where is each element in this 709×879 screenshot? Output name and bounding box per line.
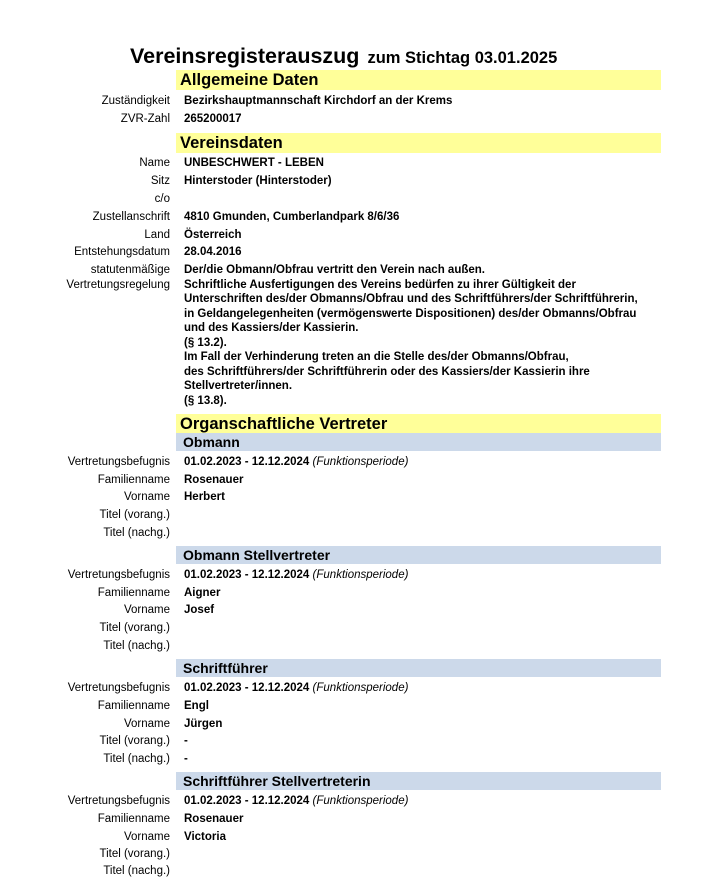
field-label: Titel (vorang.): [99, 735, 170, 747]
role-header: Schriftführer Stellvertreterin: [176, 772, 661, 790]
section-header-vereinsdaten: Vereinsdaten: [176, 133, 661, 153]
field-label: Land: [144, 229, 170, 241]
period: 01.02.2023 - 12.12.2024: [184, 456, 310, 468]
field-value: [184, 794, 408, 809]
vertretungsregelung-label: [66, 263, 170, 292]
period: 01.02.2023 - 12.12.2024: [184, 795, 310, 807]
period: 01.02.2023 - 12.12.2024: [184, 682, 310, 694]
field-value: 265200017: [184, 113, 242, 125]
field-value: Jürgen: [184, 718, 223, 730]
field-value: Victoria: [184, 831, 226, 843]
field-value: Hinterstoder (Hinterstoder): [184, 175, 332, 187]
section-header-allgemein: Allgemeine Daten: [176, 70, 661, 90]
text-line: in Geldangelegenheiten (vermögenswerte Dispositionen) des/der Obmanns/Obfrau: [184, 307, 637, 320]
field-label: Titel (nachg.): [103, 865, 170, 877]
field-value: [184, 455, 408, 470]
label-line: Vertretungsregelung: [66, 278, 170, 291]
text-line: Schriftliche Ausfertigungen des Vereins bedürfen zu ihrer Gültigkeit der: [184, 278, 576, 291]
period-suffix: (Funktionsperiode): [312, 682, 409, 694]
field-value: UNBESCHWERT - LEBEN: [184, 157, 324, 169]
field-value: Aigner: [184, 587, 221, 599]
vertretungsregelung-text: [184, 263, 664, 408]
title-date: zum Stichtag 03.01.2025: [367, 49, 558, 67]
field-label: Vorname: [123, 718, 170, 730]
field-label: Titel (nachg.): [103, 527, 170, 539]
document-title: [130, 44, 557, 69]
field-label: Titel (nachg.): [103, 753, 170, 765]
period-suffix: (Funktionsperiode): [312, 456, 409, 468]
field-value: [184, 681, 408, 696]
field-label: Familienname: [97, 474, 170, 486]
field-value: Rosenauer: [184, 813, 244, 825]
text-line: des Schriftführers/der Schriftführerin oder des Kassiers/der Kassierin ihre: [184, 365, 590, 378]
field-label: Familienname: [97, 700, 170, 712]
field-value: Österreich: [184, 229, 242, 241]
field-label: Familienname: [97, 813, 170, 825]
period: 01.02.2023 - 12.12.2024: [184, 569, 310, 581]
field-value: Bezirkshauptmannschaft Kirchdorf an der Krems: [184, 95, 453, 107]
field-label: Vertretungsbefugnis: [67, 569, 170, 581]
period-suffix: (Funktionsperiode): [312, 569, 409, 581]
field-label: ZVR-Zahl: [120, 113, 170, 125]
field-label: c/o: [154, 193, 170, 205]
text-line: Im Fall der Verhinderung treten an die Stelle des/der Obmanns/Obfrau,: [184, 351, 569, 363]
field-label: Titel (nachg.): [103, 640, 170, 652]
text-line: Stellvertreter/innen.: [184, 380, 293, 392]
field-value: Josef: [184, 604, 215, 616]
field-label: Titel (vorang.): [99, 509, 170, 521]
field-label: Vorname: [123, 831, 170, 843]
field-value: [184, 568, 408, 583]
text-line: Unterschriften des/der Obmanns/Obfrau und des Schriftführers/der Schriftführerin,: [184, 293, 638, 305]
field-value: -: [184, 735, 188, 747]
role-header: Obmann Stellvertreter: [176, 546, 661, 564]
field-label: Titel (vorang.): [99, 622, 170, 634]
field-value: Engl: [184, 700, 209, 712]
role-header: Obmann: [176, 433, 661, 451]
field-label: Name: [139, 157, 170, 169]
field-label: Vorname: [123, 604, 170, 616]
field-value: 4810 Gmunden, Cumberlandpark 8/6/36: [184, 211, 400, 223]
label-line: statutenmäßige: [90, 264, 170, 276]
field-label: Vertretungsbefugnis: [67, 682, 170, 694]
text-line: und des Kassiers/der Kassierin.: [184, 322, 359, 334]
text-line: (§ 13.8).: [184, 394, 227, 407]
field-value: Rosenauer: [184, 474, 244, 486]
field-label: Vorname: [123, 491, 170, 503]
field-label: Vertretungsbefugnis: [67, 456, 170, 468]
field-label: Sitz: [150, 175, 170, 187]
field-label: Familienname: [97, 587, 170, 599]
field-value: -: [184, 753, 188, 765]
field-label: Entstehungsdatum: [74, 246, 170, 258]
title-main: Vereinsregisterauszug: [130, 44, 360, 68]
text-line: (§ 13.2).: [184, 336, 227, 349]
field-label: Zustellanschrift: [92, 211, 170, 223]
field-value: 28.04.2016: [184, 246, 242, 258]
text-line: Der/die Obmann/Obfrau vertritt den Verein nach außen.: [184, 264, 485, 276]
period-suffix: (Funktionsperiode): [312, 795, 409, 807]
section-header-organ: Organschaftliche Vertreter: [176, 414, 661, 434]
field-value: Herbert: [184, 491, 225, 503]
field-label: Titel (vorang.): [99, 848, 170, 860]
field-label: Vertretungsbefugnis: [67, 795, 170, 807]
field-label: Zuständigkeit: [101, 95, 170, 107]
role-header: Schriftführer: [176, 659, 661, 677]
